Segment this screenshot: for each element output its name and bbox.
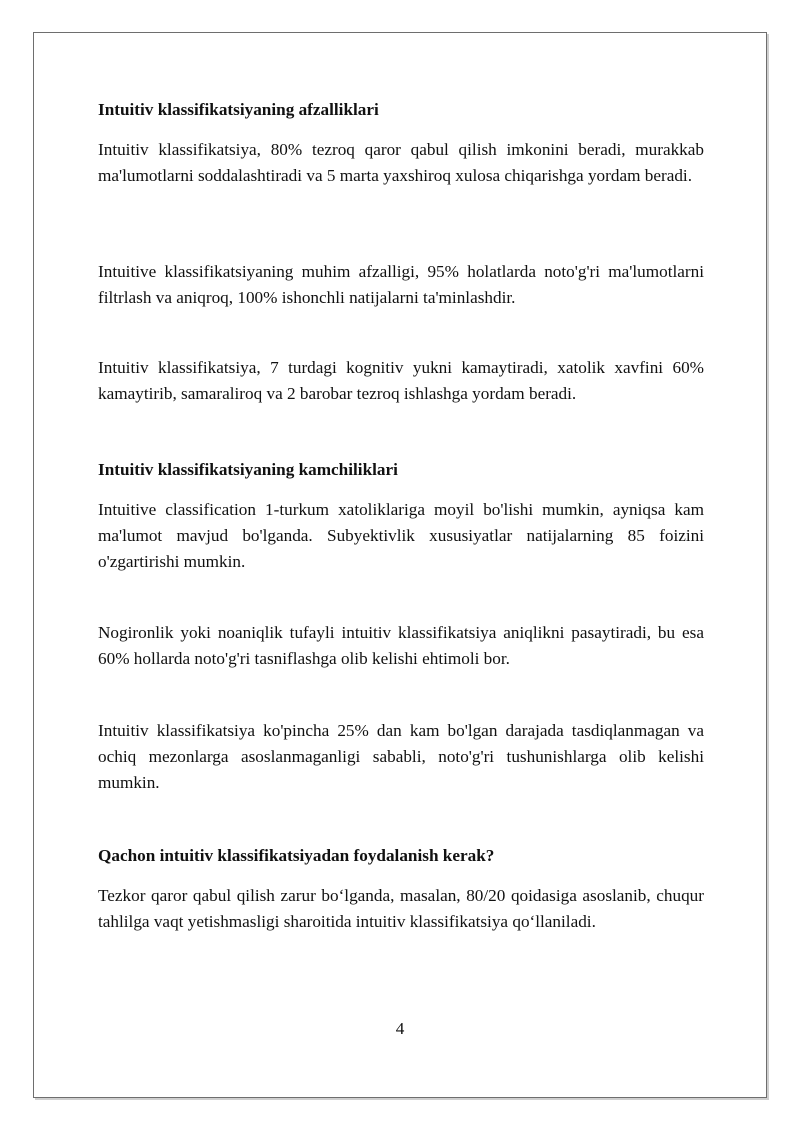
paragraph-disadvantages-3: Intuitiv klassifikatsiya ko'pincha 25% dan kam bo'lgan darajada tasdiqlanmagan va ochiq mezonlarga asoslanmaganligi sababli, noto'g'ri tushunishlarga olib kelishi mumkin. — [98, 721, 704, 792]
paragraph-advantages-3: Intuitiv klassifikatsiya, 7 turdagi kognitiv yukni kamaytiradi, xatolik xavfini 60% kamaytirib, samaraliroq va 2 barobar tezroq ishlashga yordam beradi. — [98, 358, 704, 403]
paragraph-advantages-1: Intuitiv klassifikatsiya, 80% tezroq qaror qabul qilish imkonini beradi, murakkab ma'lumotlarni soddalashtiradi va 5 marta yaxshiroq xulosa chiqarishga yordam beradi. — [98, 140, 704, 185]
section-heading-when-to-use: Qachon intuitiv klassifikatsiyadan foydalanish kerak? — [98, 846, 495, 865]
page-number: 4 — [395, 1019, 405, 1038]
section-heading-disadvantages: Intuitiv klassifikatsiyaning kamchiliklari — [98, 460, 398, 479]
paragraph-when-to-use-1: Tezkor qaror qabul qilish zarur bo‘lganda, masalan, 80/20 qoidasiga asoslanib, chuqur tahlilga vaqt yetishmasligi sharoitida intuitiv klassifikatsiya qo‘llaniladi. — [98, 886, 704, 931]
paragraph-disadvantages-2: Nogironlik yoki noaniqlik tufayli intuitiv klassifikatsiya aniqlikni pasaytiradi, bu esa 60% hollarda noto'g'ri tasniflashga olib kelishi ehtimoli bor. — [98, 623, 704, 668]
section-heading-advantages: Intuitiv klassifikatsiyaning afzalliklari — [98, 100, 379, 119]
paragraph-disadvantages-1: Intuitive classification 1-turkum xatoliklariga moyil bo'lishi mumkin, ayniqsa kam ma'lumot mavjud bo'lganda. Subyektivlik xususiyatlar natijalarning 85 foizini o'zgartirishi mumkin. — [98, 500, 704, 571]
paragraph-advantages-2: Intuitive klassifikatsiyaning muhim afzalligi, 95% holatlarda noto'g'ri ma'lumotlarni filtrlash va aniqroq, 100% ishonchli natijalarni ta'minlashdir. — [98, 262, 704, 307]
document-page — [33, 32, 767, 1098]
